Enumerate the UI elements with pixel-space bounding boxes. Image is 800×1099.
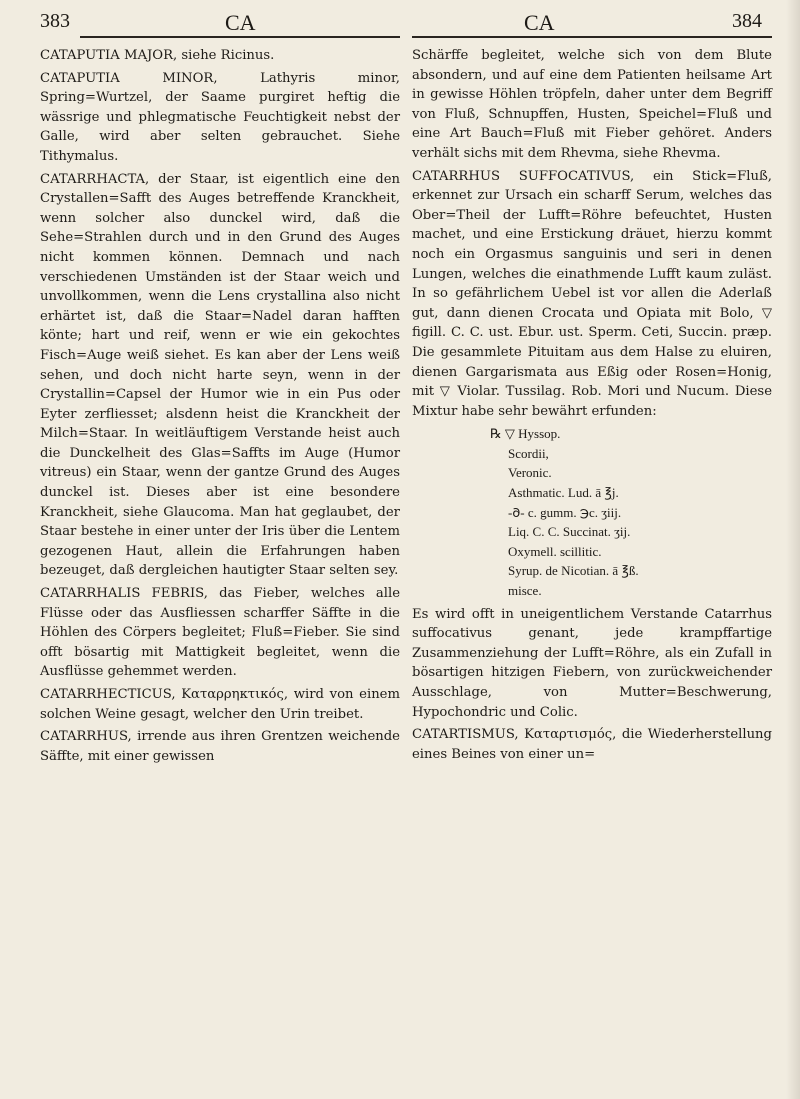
entry-catartismus: CATARTISMUS, Καταρτισμός, die Wiederherstellung eines Beines von einer un= [412,727,772,762]
running-header [0,6,800,36]
header-rule-right [412,36,772,38]
entry-catarrhalis-febris: CATARRHALIS FEBRIS, das Fieber, welches alle Flüsse oder das Ausfliessen scharffer Säffte in die Höhlen des Cörpers begleitet; Fluß=Fieber. Sie sind offt bösartig mit Mattigkeit begleitet, wenn die Ausflüsse gehemmet werden. [40,586,400,680]
recipe-line: Liq. C. C. Succinat. ʒij. [508,524,631,540]
page-edge-shadow [786,0,800,1099]
page-number-left: 383 [40,10,70,32]
left-column [40,46,400,769]
entry-cataputia-major: CATAPUTIA MAJOR, siehe Ricinus. [40,48,275,63]
catchword-right: CA [524,10,555,35]
recipe-line: Scordii, [508,445,549,461]
right-column [412,46,772,767]
entry-cataputia-minor: CATAPUTIA MINOR, Lathyris minor, Spring=Wurtzel, der Saame purgiret heftig die wässrige und phlegmatische Feuchtigkeit nebst der Galle, wird aber selten gebrauchet. Siehe Tithymalus. [40,70,400,164]
recipe-line: Asthmatic. Lud. ā ℥j. [508,485,619,501]
entry-catarrhus-continued: Schärffe begleitet, welche sich von dem Blute absondern, und auf eine dem Patienten heilsame Art in gewisse Höhlen tröpfeln, daher unter dem Begriff von Fluß, Schnupffen, Husten, Speichel=Fluß und eine Art Bauch=Fluß mit Fieber gehöret. Anders verhält sichs mit dem Rhevma, siehe Rhevma. [412,48,772,161]
recipe-line: -𐐀- c. gumm. ℈c. ʒiij. [508,504,622,520]
entry-suffocativus-usage: Es wird offt in uneigentlichem Verstande Catarrhus suffocativus genant, jede krampffartige Zusammenziehung der Lufft=Röhre, als ein Zufall in bösartigen hitzigen Fiebern, von zurückweichender Ausschlage, von Mutter=Beschwerung, Hypochondric und Colic. [412,606,772,720]
recipe-line: Syrup. de Nicotian. ā ℥ß. [508,563,639,579]
entry-catarrhus-suffocativus: CATARRHUS SUFFOCATIVUS, ein Stick=Fluß, erkennet zur Ursach ein scharff Serum, welches das Ober=Theil der Lufft=Röhre befeuchtet, Husten machet, und eine Erstickung dräuet, hierzu kommt noch ein Orgasmus sanguinis und seri in denen Lungen, welches die einathmende Lufft kaum zuläst. In so gefährlichem Uebel ist vor allen die Aderlaß gut, dann dienen Crocata und Opiata mit Bolo, ▽ figill. C. C. ust. Ebur. ust. Sperm. Ceti, Succin. præp. Die gesammlete Pituitam aus dem Halse zu eluiren, dienen Gargarismata aus Eßig oder Rosen=Honig, mit ▽ Violar. Tussilag. Rob. Mori und Nucum. Diese Mixtur habe sehr bewährt erfunden: [412,168,772,419]
entry-catarrhus: CATARRHUS, irrende aus ihren Grentzen weichende Säffte, mit einer gewissen [40,729,400,764]
recipe-line: Oxymell. scillitic. [508,543,602,559]
entry-catarrhacta: CATARRHACTA, der Staar, ist eigentlich eine den Crystallen=Safft des Auges betreffende Kranckheit, wenn solcher also dunckel wird, daß die Sehe=Strahlen durch und in den Grund des Auges nicht kommen können. Demnach und nach verschiedenen Umständen ist der Staar weich und unvollkommen, wenn die Lens crystallina also nicht erhärtet ist, daß die Staar=Nadel daran hafften könte; hart und reif, wenn er wie ein gekochtes Fisch=Auge weiß siehet. Es kan aber der Lens weiß sehen, und doch nicht harte seyn, wenn in der Crystallin=Capsel der Humor wie in ein Pus oder Eyter zerfliesset; alsdenn heist die Kranckheit der Milch=Staar. In weitläuftigem Verstande heist auch die Dunckelheit des Glas=Saffts im Auge (Humor vitreus) ein Staar, wenn der gantze Grund des Auges dunckel ist. Dieses aber ist eine besondere Kranckheit, siehe Glaucoma. Man hat geglaubet, der Staar bestehe in einer unter der Iris über die Lentem gezogenen Haut, allein die Erfahrungen haben bezeuget, daß dergleichen hautigter Staar selten sey. [40,171,400,579]
recipe-line: ℞ ▽ Hyssop. [490,426,561,442]
recipe-line: misce. [508,583,542,599]
entry-catarrhecticus: CATARRHECTICUS, Καταρρηκτικός, wird von einem solchen Weine gesagt, welcher den Urin treibet. [40,687,400,722]
recipe-line: Veronic. [508,465,552,481]
page-number-right: 384 [732,10,762,32]
header-rule-left [80,36,400,38]
recipe-list [412,424,772,600]
catchword-left: CA [225,10,256,35]
